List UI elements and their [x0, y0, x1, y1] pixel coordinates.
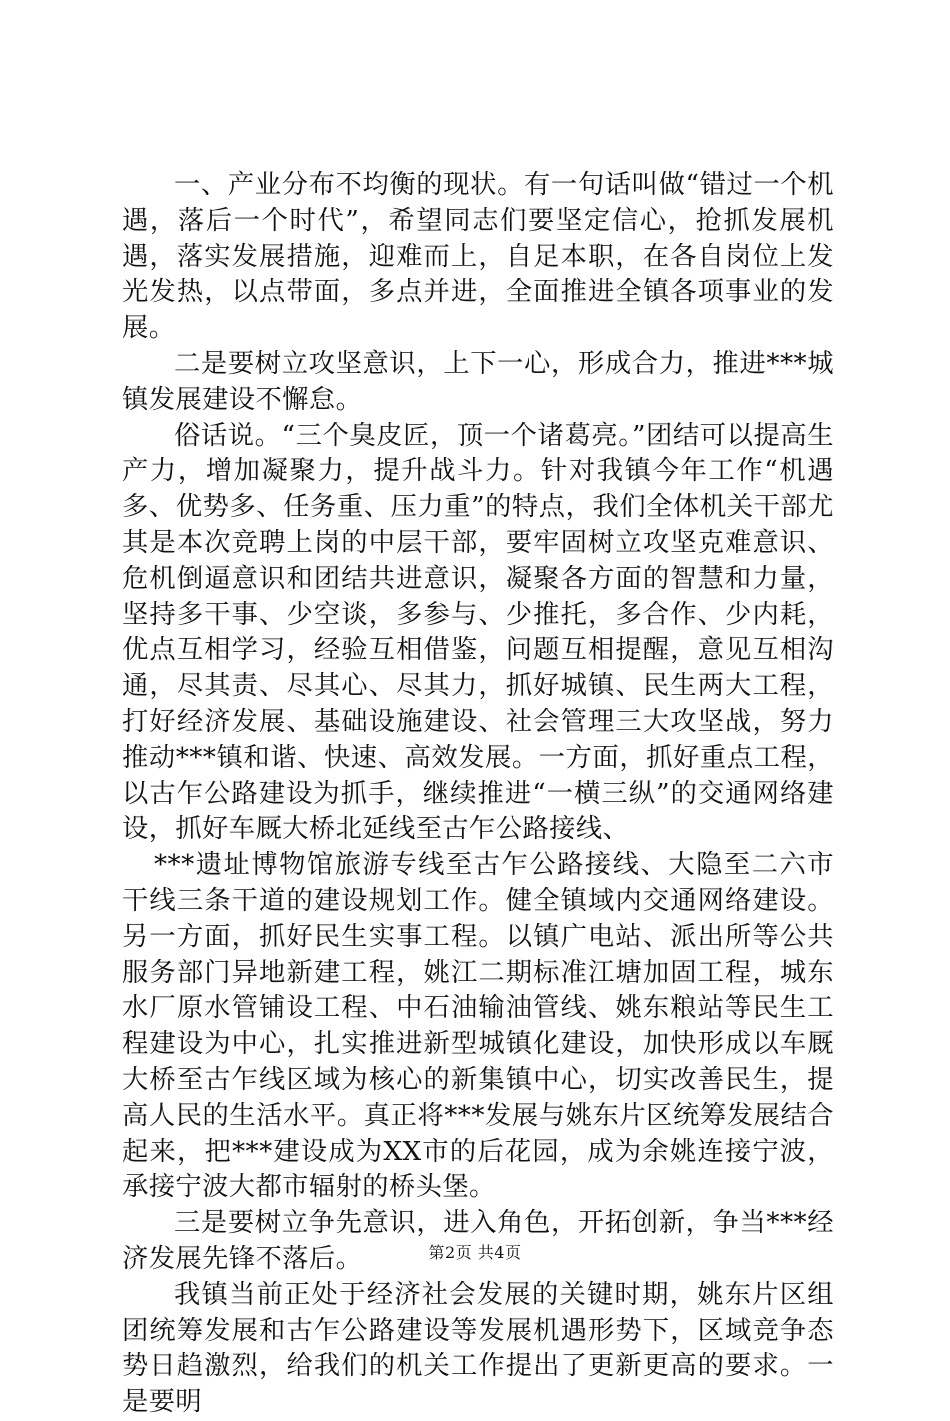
- paragraph-pioneer-awareness: 三是要树立争先意识，进入角色，开拓创新，争当***经济发展先锋不落后。: [122, 1208, 834, 1274]
- paragraph-industry-distribution: 一、产业分布不均衡的现状。有一句话叫做“错过一个机遇，落后一个时代”，希望同志们要坚定信心，抢抓发展机遇，落实发展措施，迎难而上，自足本职，在各自岗位上发光发热，以点带面，多点并进，全面推进全镇各项事业的发展。: [122, 170, 834, 344]
- document-body: [122, 168, 834, 1421]
- paragraph-transport-livelihood: ***遗址博物馆旅游专线至古乍公路接线、大隐至二六市干线三条干道的建设规划工作。健全镇域内交通网络建设。另一方面，抓好民生实事工程。以镇广电站、派出所等公共服务部门异地新建工程，姚江二期标准江塘加固工程，城东水厂原水管铺设工程、中石油输油管线、姚东粮站等民生工程建设为中心，扎实推进新型城镇化建设，加快形成以车厩大桥至古乍线区域为核心的新集镇中心，切实改善民生，提高人民的生活水平。真正将***发展与姚东片区统筹发展结合起来，把***建设成为XX市的后花园，成为余姚连接宁波，承接宁波大都市辐射的桥头堡。: [122, 850, 834, 1203]
- paragraph-unity-proverb: 俗话说。“三个臭皮匠，顶一个诸葛亮。”团结可以提高生产力，增加凝聚力，提升战斗力。针对我镇今年工作“机遇多、优势多、任务重、压力重”的特点，我们全体机关干部尤其是本次竞聘上岗的中层干部，要牢固树立攻坚克难意识、危机倒逼意识和团结共进意识，凝聚各方面的智慧和力量，坚持多干事、少空谈，多参与、少推托，多合作、少内耗，优点互相学习，经验互相借鉴，问题互相提醒，意见互相沟通，尽其责、尽其心、尽其力，抓好城镇、民生两大工程，打好经济发展、基础设施建设、社会管理三大攻坚战，努力推动***镇和谐、快速、高效发展。一方面，抓好重点工程，以古乍公路建设为抓手，继续推进“一横三纵”的交通网络建设，抓好车厩大桥北延线至古乍公路接线、: [122, 420, 834, 845]
- paragraph-tackling-awareness: 二是要树立攻坚意识，上下一心，形成合力，推进***城镇发展建设不懈怠。: [122, 348, 834, 415]
- paragraph-critical-period: 我镇当前正处于经济社会发展的关键时期，姚东片区组团统筹发展和古乍公路建设等发展机遇形势下，区域竞争态势日趋激烈，给我们的机关工作提出了更新更高的要求。一是要明: [122, 1279, 834, 1418]
- page-number-footer: 第2页 共4页: [428, 1243, 522, 1262]
